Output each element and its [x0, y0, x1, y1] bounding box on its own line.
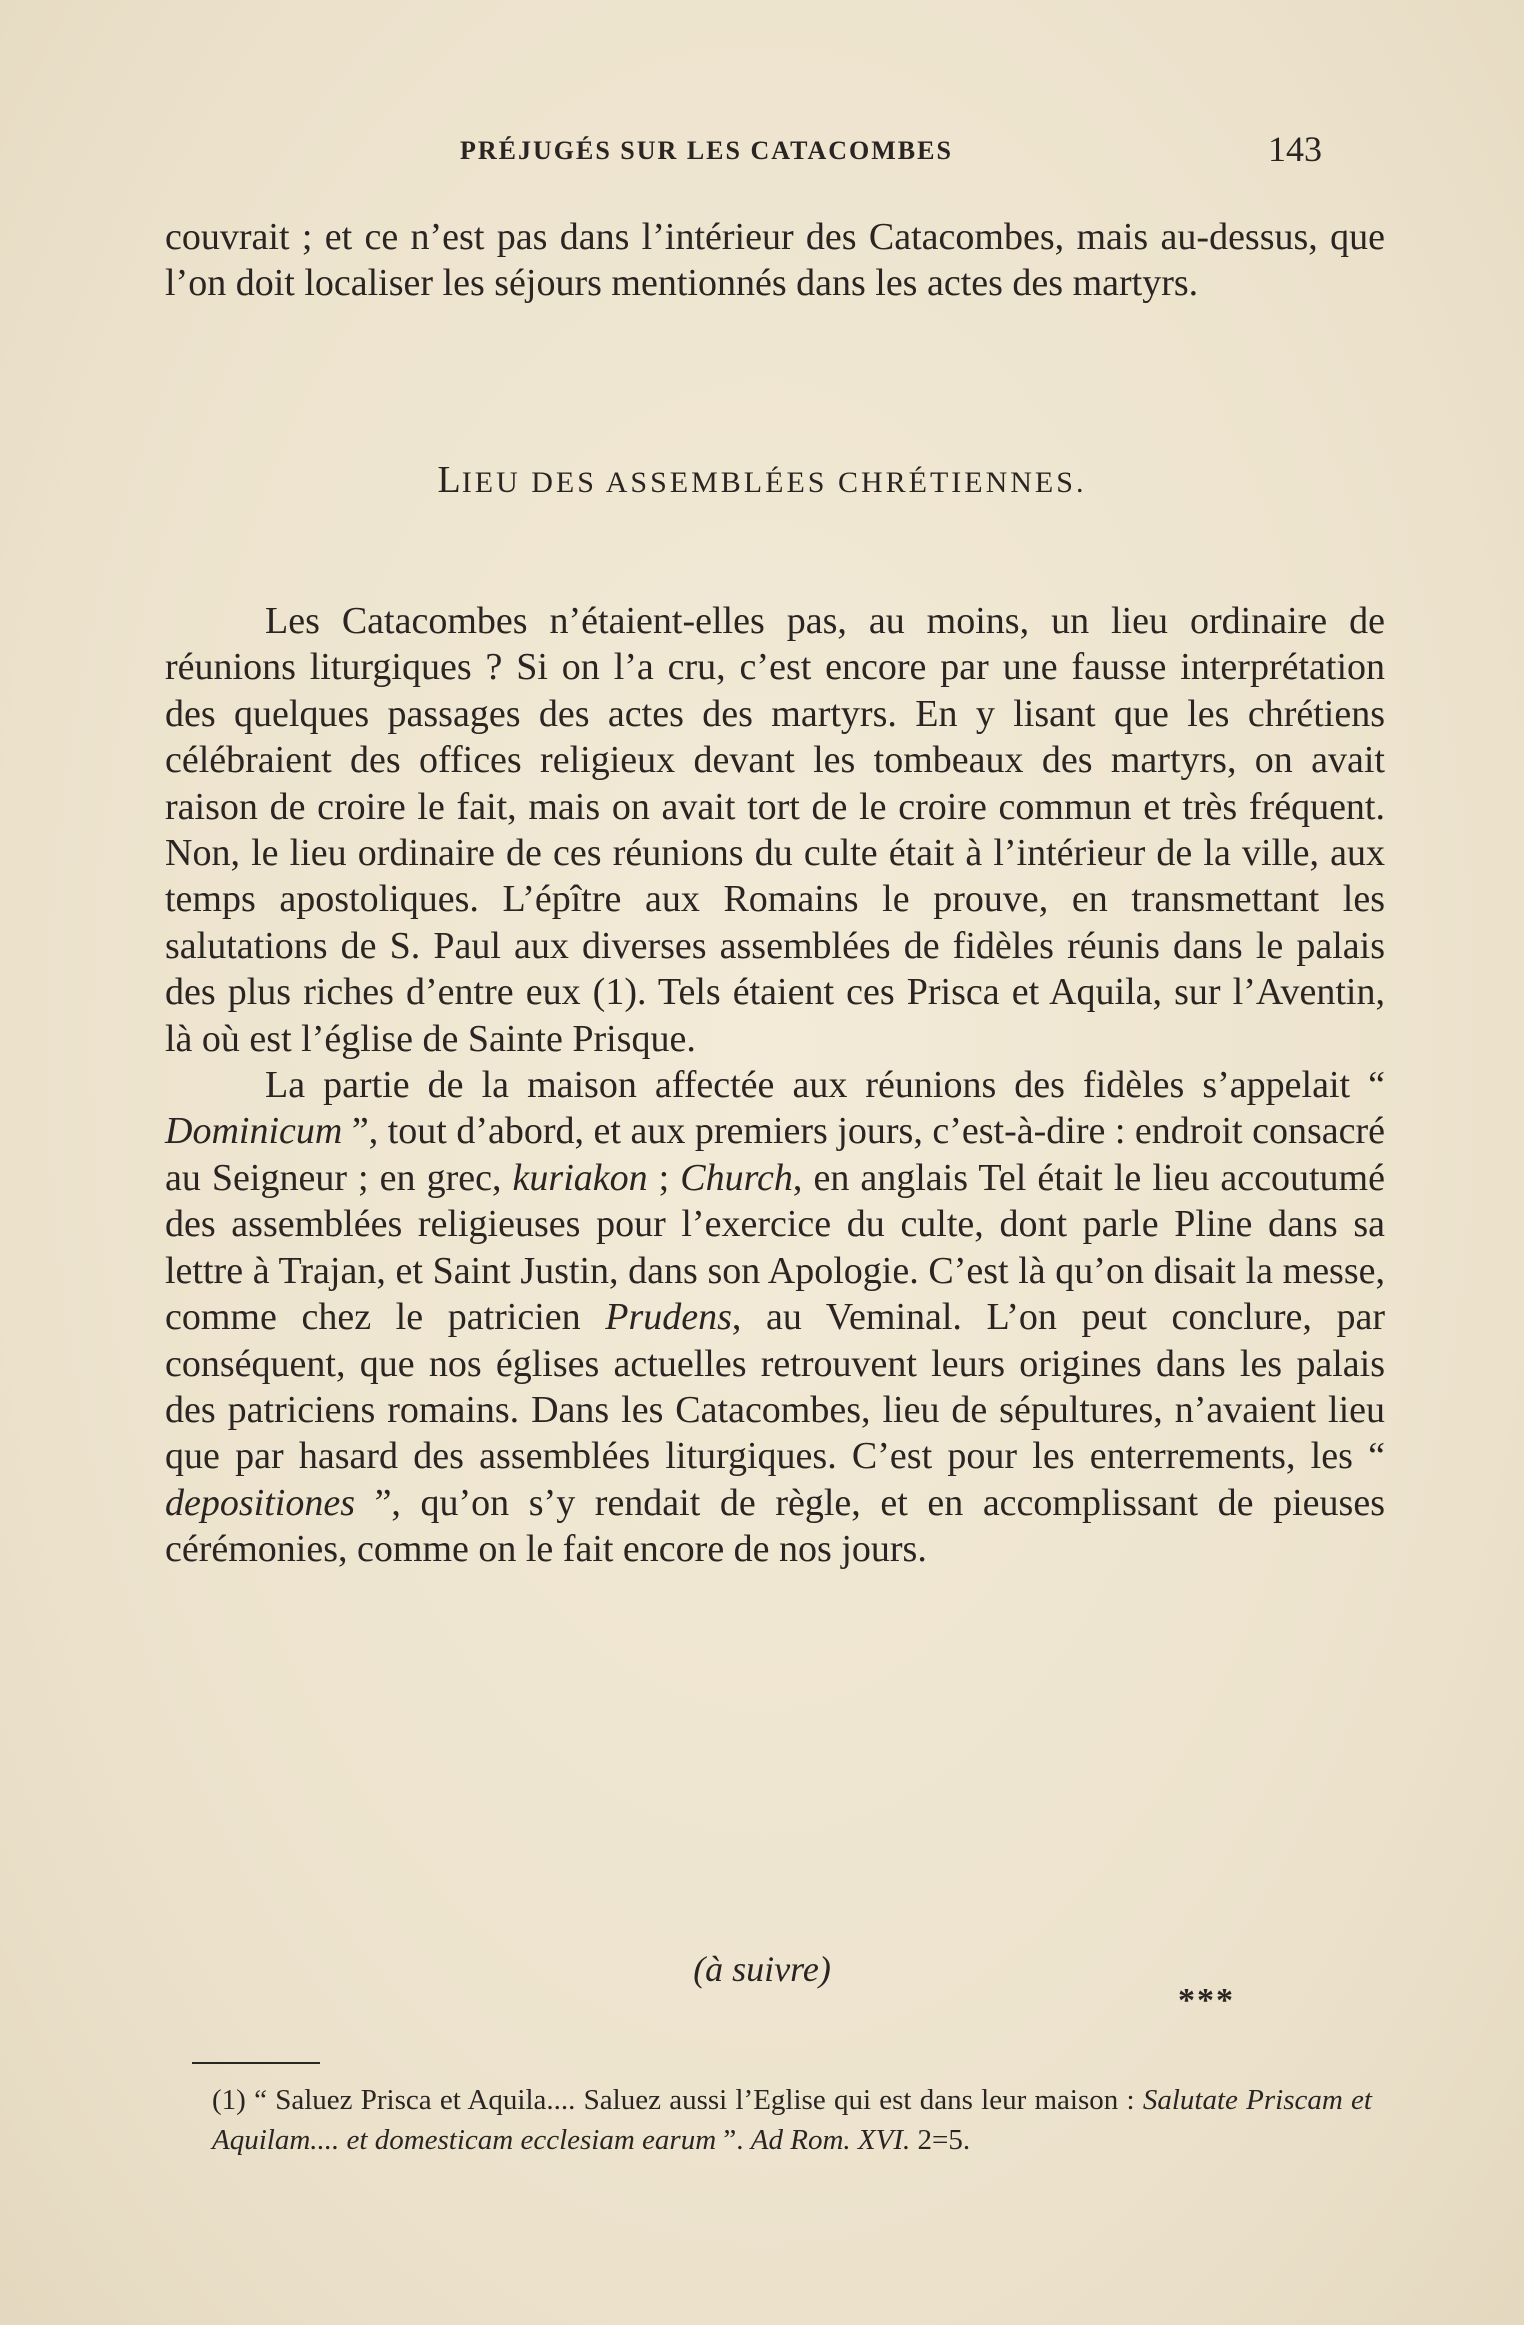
section-heading-rest: IEU DES ASSEMBLÉES CHRÉTIENNES.	[461, 466, 1087, 499]
intro-text: couvrait ; et ce n’est pas dans l’intérieur des Catacombes, mais au-dessus, que l’on doit localiser les séjours mentionnés dans les actes des martyrs.	[165, 216, 1385, 305]
para2-text-1: La partie de la maison affectée aux réunions des fidèles s’appelait “	[265, 1064, 1385, 1107]
para2-italic-prudens: Prudens	[605, 1296, 732, 1339]
footnote-marker: (1)	[212, 2084, 246, 2116]
section-heading-initial: L	[437, 459, 462, 501]
to-be-continued-text: (à suivre)	[693, 1949, 831, 1989]
footnote-text-1: “ Saluez Prisca et Aquila.... Saluez aussi l’Eglise qui est dans leur maison :	[245, 2084, 1143, 2116]
page-number: 143	[1268, 129, 1322, 169]
footnote-rule	[192, 2062, 320, 2064]
body-text	[165, 598, 1385, 1573]
para2-text-6: ”, qu’on s’y rendait de règle, et en accomplissant de pieuses cérémonies, comme on le fait encore de nos jours.	[165, 1481, 1385, 1571]
footnote-text-2: ”.	[716, 2124, 751, 2156]
footnote-reference: Ad Rom. XVI.	[750, 2124, 911, 2156]
para2-text-2: ”, tout d’abord, et aux premiers jours, c’est-à-dire : endroit consacré au Seigneur ; en grec,	[165, 1110, 1385, 1199]
para2-italic-kuriakon: kuriakon	[512, 1156, 648, 1199]
footnote-text-3: 2=5.	[910, 2124, 971, 2156]
running-title: PRÉJUGÉS SUR LES CATACOMBES	[460, 136, 953, 165]
para2-italic-church: Church	[680, 1156, 793, 1199]
ornament-asterisks: ***	[1178, 1982, 1235, 2019]
page-header	[0, 128, 1524, 188]
intro-paragraph	[165, 214, 1385, 307]
para2-text-3: ;	[647, 1156, 681, 1199]
para2-italic-dominicum: Dominicum	[165, 1110, 343, 1153]
paragraph-1: Les Catacombes n’étaient-elles pas, au moins, un lieu ordinaire de réunions liturgiques ? Si on l’a cru, c’est encore par une fausse interprétation des quelques passages des actes des martyrs. En y lisant que les chrétiens célébraient des offices religieux devant les tombeaux des martyrs, on avait raison de croire le fait, mais on avait tort de le croire commun et très fréquent. Non, le lieu ordinaire de ces réunions du culte était à l’intérieur de la ville, aux temps apostoliques. L’épître aux Romains le prouve, en transmettant les salutations de S. Paul aux diverses assemblées de fidèles réunis dans le palais des plus riches d’entre eux (1). Tels étaient ces Prisca et Aquila, sur l’Aventin, là où est l’église de Sainte Prisque.	[165, 600, 1385, 1060]
footnote-latin-quote: Salutate Priscam et Aquilam.... et domesticam ecclesiam earum	[212, 2084, 1372, 2156]
para2-italic-depositiones: depositiones	[165, 1481, 355, 1524]
paragraph-2	[165, 1062, 1385, 1572]
para2-text-4: , en anglais Tel était le lieu accoutumé des assemblées religieuses pour l’exercice du culte, dont parle Pline dans sa lettre à Trajan, et Saint Justin, dans son Apologie. C’est là qu’on disait la messe, comme chez le patricien	[165, 1156, 1385, 1339]
section-heading	[0, 458, 1524, 502]
to-be-continued	[0, 1948, 1524, 1990]
footnote	[212, 2080, 1372, 2160]
para2-text-5: , au Veminal. L’on peut conclure, par conséquent, que nos églises actuelles retrouvent leurs origines dans les palais des patriciens romains. Dans les Catacombes, lieu de sépultures, n’avaient lieu que par hasard des assemblées liturgiques. C’est pour les enterrements, les “	[165, 1296, 1385, 1478]
